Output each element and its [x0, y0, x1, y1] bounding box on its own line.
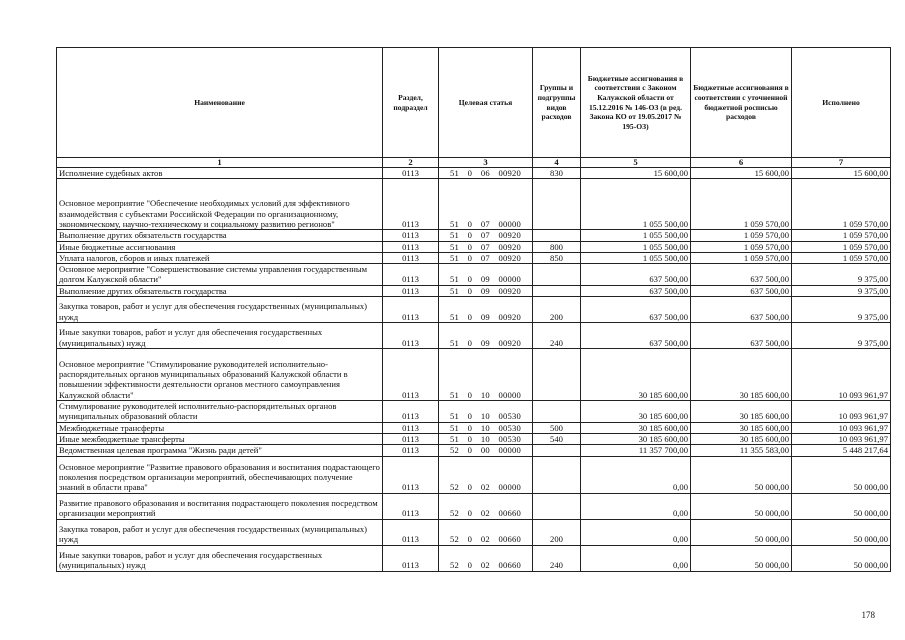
- cell-executed: 1 059 570,00: [792, 230, 891, 241]
- cell-executed: 10 093 961,97: [792, 422, 891, 433]
- cell-target-article: 52 0 00 00000: [439, 445, 533, 456]
- column-number: 7: [792, 158, 891, 168]
- cell-name: Основное мероприятие "Обеспечение необходимых условий для эффективного взаимодействия с субъектами Российской Федерации по организационному, экономическому, научно-техническому и социальному развитию регионов": [57, 179, 383, 230]
- cell-target-article: 51 0 10 00530: [439, 401, 533, 423]
- cell-budget-law: 637 500,00: [581, 323, 691, 349]
- header-budget-law: Бюджетные ассигнования в соответствии с Законом Калужской области от 15.12.2016 № 146-ОЗ (в ред. Закона КО от 19.05.2017 № 195-ОЗ): [581, 48, 691, 158]
- cell-target-article: 51 0 09 00920: [439, 297, 533, 323]
- cell-budget-refined: 50 000,00: [691, 519, 792, 545]
- column-number: 3: [439, 158, 533, 168]
- cell-name: Иные бюджетные ассигнования: [57, 241, 383, 252]
- table-body: [57, 168, 891, 572]
- budget-execution-table: [56, 47, 891, 572]
- header-target: Целевая статья: [439, 48, 533, 158]
- cell-budget-law: 637 500,00: [581, 297, 691, 323]
- cell-name: Стимулирование руководителей исполнительно-распорядительных органов муниципальных образований области: [57, 401, 383, 423]
- cell-budget-law: 0,00: [581, 456, 691, 493]
- table-row: [57, 323, 891, 349]
- cell-budget-refined: 50 000,00: [691, 493, 792, 519]
- cell-target-article: 52 0 02 00660: [439, 545, 533, 571]
- cell-expense-group: 200: [533, 519, 581, 545]
- cell-executed: 9 375,00: [792, 264, 891, 286]
- cell-name: Выполнение других обязательств государства: [57, 285, 383, 296]
- cell-budget-refined: 15 600,00: [691, 168, 792, 179]
- table-row: [57, 241, 891, 252]
- header-executed: Исполнено: [792, 48, 891, 158]
- table-row: [57, 422, 891, 433]
- cell-budget-law: 1 055 500,00: [581, 241, 691, 252]
- table-row: [57, 179, 891, 230]
- cell-expense-group: 850: [533, 252, 581, 263]
- cell-budget-law: 0,00: [581, 493, 691, 519]
- cell-target-article: 51 0 06 00920: [439, 168, 533, 179]
- cell-executed: 9 375,00: [792, 323, 891, 349]
- cell-budget-refined: 1 059 570,00: [691, 179, 792, 230]
- cell-name: Основное мероприятие "Стимулирование руководителей исполнительно-распорядительных органов муниципальных образований Калужской области в повышении эффективности деятельности органов местного самоуправления Калужской области": [57, 349, 383, 401]
- header-section: Раздел, подраздел: [383, 48, 439, 158]
- column-number: 5: [581, 158, 691, 168]
- cell-budget-law: 1 055 500,00: [581, 179, 691, 230]
- table-row: [57, 349, 891, 401]
- cell-expense-group: 800: [533, 241, 581, 252]
- cell-expense-group: [533, 456, 581, 493]
- budget-table-sheet: [56, 47, 890, 572]
- cell-budget-refined: 11 355 583,00: [691, 445, 792, 456]
- table-row: [57, 401, 891, 423]
- table-row: [57, 519, 891, 545]
- table-row: [57, 252, 891, 263]
- cell-budget-refined: 637 500,00: [691, 285, 792, 296]
- cell-target-article: 51 0 09 00920: [439, 323, 533, 349]
- header-row: [57, 48, 891, 158]
- table-row: [57, 445, 891, 456]
- cell-name: Иные закупки товаров, работ и услуг для обеспечения государственных (муниципальных) нужд: [57, 545, 383, 571]
- column-number-row: [57, 158, 891, 168]
- cell-executed: 10 093 961,97: [792, 433, 891, 444]
- cell-section: 0113: [383, 168, 439, 179]
- cell-expense-group: 500: [533, 422, 581, 433]
- cell-executed: 15 600,00: [792, 168, 891, 179]
- cell-executed: 9 375,00: [792, 297, 891, 323]
- cell-budget-refined: 30 185 600,00: [691, 433, 792, 444]
- table-row: [57, 433, 891, 444]
- cell-name: Закупка товаров, работ и услуг для обеспечения государственных (муниципальных) нужд: [57, 297, 383, 323]
- cell-expense-group: [533, 264, 581, 286]
- table-row: [57, 456, 891, 493]
- cell-section: 0113: [383, 241, 439, 252]
- table-row: [57, 297, 891, 323]
- cell-section: 0113: [383, 433, 439, 444]
- cell-name: Выполнение других обязательств государства: [57, 230, 383, 241]
- cell-budget-refined: 50 000,00: [691, 456, 792, 493]
- cell-name: Основное мероприятие "Совершенствование системы управления государственным долгом Калужской области": [57, 264, 383, 286]
- header-budget-refined: Бюджетные ассигнования в соответствии с уточненной бюджетной росписью расходов: [691, 48, 792, 158]
- table-row: [57, 168, 891, 179]
- cell-section: 0113: [383, 179, 439, 230]
- cell-budget-law: 30 185 600,00: [581, 401, 691, 423]
- cell-expense-group: [533, 230, 581, 241]
- cell-expense-group: [533, 285, 581, 296]
- cell-budget-refined: 30 185 600,00: [691, 401, 792, 423]
- cell-section: 0113: [383, 519, 439, 545]
- cell-section: 0113: [383, 230, 439, 241]
- cell-name: Межбюджетные трансферты: [57, 422, 383, 433]
- cell-target-article: 52 0 02 00000: [439, 456, 533, 493]
- cell-target-article: 51 0 07 00920: [439, 252, 533, 263]
- cell-section: 0113: [383, 401, 439, 423]
- cell-target-article: 51 0 10 00530: [439, 422, 533, 433]
- cell-budget-law: 15 600,00: [581, 168, 691, 179]
- cell-expense-group: [533, 349, 581, 401]
- cell-section: 0113: [383, 323, 439, 349]
- cell-executed: 50 000,00: [792, 456, 891, 493]
- column-number: 4: [533, 158, 581, 168]
- cell-name: Ведомственная целевая программа "Жизнь ради детей": [57, 445, 383, 456]
- cell-expense-group: 830: [533, 168, 581, 179]
- cell-section: 0113: [383, 422, 439, 433]
- cell-name: Развитие правового образования и воспитания подрастающего поколения посредством организации мероприятий: [57, 493, 383, 519]
- cell-name: Иные закупки товаров, работ и услуг для обеспечения государственных (муниципальных) нужд: [57, 323, 383, 349]
- cell-budget-refined: 637 500,00: [691, 323, 792, 349]
- cell-target-article: 51 0 07 00000: [439, 179, 533, 230]
- cell-name: Уплата налогов, сборов и иных платежей: [57, 252, 383, 263]
- cell-executed: 50 000,00: [792, 545, 891, 571]
- cell-target-article: 51 0 09 00920: [439, 285, 533, 296]
- cell-executed: 50 000,00: [792, 493, 891, 519]
- cell-target-article: 52 0 02 00660: [439, 519, 533, 545]
- cell-budget-law: 637 500,00: [581, 264, 691, 286]
- cell-executed: 50 000,00: [792, 519, 891, 545]
- cell-budget-refined: 637 500,00: [691, 264, 792, 286]
- table-row: [57, 545, 891, 571]
- cell-budget-law: 0,00: [581, 545, 691, 571]
- cell-section: 0113: [383, 285, 439, 296]
- cell-budget-law: 11 357 700,00: [581, 445, 691, 456]
- cell-expense-group: 240: [533, 545, 581, 571]
- cell-section: 0113: [383, 349, 439, 401]
- cell-executed: 1 059 570,00: [792, 241, 891, 252]
- table-row: [57, 285, 891, 296]
- header-name: Наименование: [57, 48, 383, 158]
- cell-name: Основное мероприятие "Развитие правового образования и воспитания подрастающего поколения посредством организации мероприятий, обеспечивающих получение знаний в области права": [57, 456, 383, 493]
- table-row: [57, 493, 891, 519]
- cell-budget-law: 0,00: [581, 519, 691, 545]
- page-number: 178: [861, 610, 875, 620]
- cell-executed: 1 059 570,00: [792, 179, 891, 230]
- cell-budget-law: 637 500,00: [581, 285, 691, 296]
- cell-expense-group: [533, 179, 581, 230]
- cell-name: Исполнение судебных актов: [57, 168, 383, 179]
- cell-executed: 1 059 570,00: [792, 252, 891, 263]
- cell-executed: 9 375,00: [792, 285, 891, 296]
- cell-budget-law: 30 185 600,00: [581, 349, 691, 401]
- cell-target-article: 51 0 09 00000: [439, 264, 533, 286]
- cell-budget-refined: 30 185 600,00: [691, 422, 792, 433]
- cell-budget-law: 30 185 600,00: [581, 433, 691, 444]
- cell-target-article: 51 0 10 00530: [439, 433, 533, 444]
- cell-budget-refined: 637 500,00: [691, 297, 792, 323]
- cell-budget-law: 1 055 500,00: [581, 252, 691, 263]
- cell-section: 0113: [383, 445, 439, 456]
- cell-budget-refined: 1 059 570,00: [691, 230, 792, 241]
- cell-budget-refined: 1 059 570,00: [691, 252, 792, 263]
- cell-section: 0113: [383, 493, 439, 519]
- cell-target-article: 51 0 07 00920: [439, 241, 533, 252]
- column-number: 6: [691, 158, 792, 168]
- cell-name: Иные межбюджетные трансферты: [57, 433, 383, 444]
- cell-target-article: 51 0 07 00920: [439, 230, 533, 241]
- cell-budget-law: 1 055 500,00: [581, 230, 691, 241]
- cell-expense-group: 240: [533, 323, 581, 349]
- column-number: 2: [383, 158, 439, 168]
- cell-expense-group: 200: [533, 297, 581, 323]
- cell-section: 0113: [383, 252, 439, 263]
- cell-section: 0113: [383, 456, 439, 493]
- cell-expense-group: 540: [533, 433, 581, 444]
- cell-target-article: 51 0 10 00000: [439, 349, 533, 401]
- cell-executed: 10 093 961,97: [792, 401, 891, 423]
- cell-name: Закупка товаров, работ и услуг для обеспечения государственных (муниципальных) нужд: [57, 519, 383, 545]
- cell-executed: 10 093 961,97: [792, 349, 891, 401]
- cell-target-article: 52 0 02 00660: [439, 493, 533, 519]
- cell-budget-refined: 50 000,00: [691, 545, 792, 571]
- cell-expense-group: [533, 493, 581, 519]
- cell-budget-refined: 30 185 600,00: [691, 349, 792, 401]
- cell-expense-group: [533, 445, 581, 456]
- table-row: [57, 264, 891, 286]
- table-row: [57, 230, 891, 241]
- cell-executed: 5 448 217,64: [792, 445, 891, 456]
- cell-budget-refined: 1 059 570,00: [691, 241, 792, 252]
- cell-section: 0113: [383, 297, 439, 323]
- header-groups: Группы и подгруппы видов расходов: [533, 48, 581, 158]
- cell-section: 0113: [383, 264, 439, 286]
- cell-budget-law: 30 185 600,00: [581, 422, 691, 433]
- cell-section: 0113: [383, 545, 439, 571]
- cell-expense-group: [533, 401, 581, 423]
- column-number: 1: [57, 158, 383, 168]
